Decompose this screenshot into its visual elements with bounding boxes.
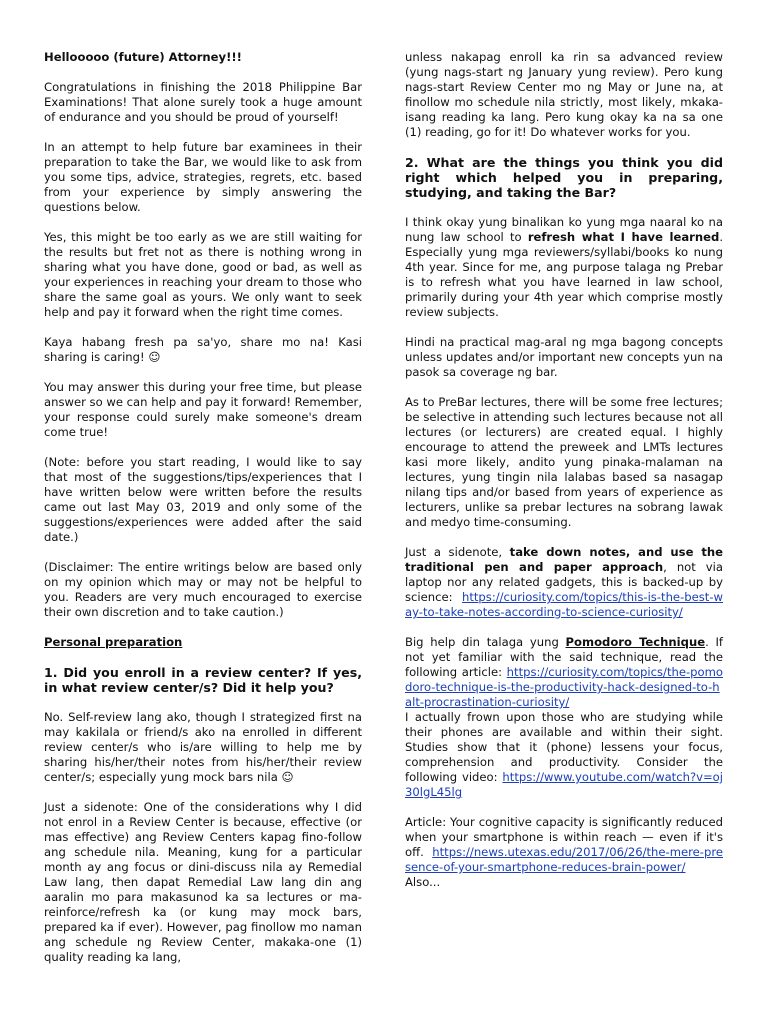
pomodoro-emphasis: Pomodoro Technique bbox=[565, 635, 706, 649]
notes-link[interactable]: https://curiosity.com/topics/this-is-the-best-way-to-take-notes-according-to-science-curiosity/ bbox=[405, 590, 723, 619]
section-title: Personal preparation bbox=[44, 635, 183, 649]
pomodoro-text-end: . If not yet familiar with the said technique, read the following article: bbox=[405, 635, 723, 679]
congrats-paragraph: Congratulations in finishing the 2018 Philippine Bar Examinations! That alone surely took a huge amount of endurance and you should be proud of yourself! bbox=[44, 80, 362, 124]
answer-paragraph: You may answer this during your free time, but please answer so we can help and pay it forward! Remember, your response could surely make someone's dream come true! bbox=[44, 380, 363, 439]
question-2: 2. What are the things you think you did right which helped you in preparing, studying, and taking the Bar? bbox=[405, 155, 723, 200]
notes-text-end: , not via laptop nor any related gadgets, this is backed-up by science: bbox=[405, 560, 723, 604]
pomodoro-link[interactable]: https://curiosity.com/topics/the-pomodoro-technique-is-the-productivity-hack-designed-to-halt-procrastination-curiosity/ bbox=[405, 665, 723, 709]
article-link[interactable]: https://news.utexas.edu/2017/06/26/the-mere-presence-of-your-smartphone-reduces-brain-power/ bbox=[405, 845, 723, 874]
frown-paragraph bbox=[405, 710, 723, 800]
answer-2-text-end: . Especially yung mga reviewers/syllabi/books ko nung 4th year. Since for me, ang purpose talaga ng Prebar is to refresh what you have learned in law school, primarily during your 4th year which comprise mostly review subjects. bbox=[405, 230, 723, 319]
pomodoro-paragraph bbox=[405, 635, 723, 710]
pomodoro-text: Big help din talaga yung bbox=[405, 635, 566, 649]
sidenote-paragraph: Just a sidenote: One of the considerations why I did not enrol in a Review Center is because, effective (or mas effective) ang Review Centers kapag fino-follow ang schedule nila. Meaning, kung for a particular month ay ang focus or dini-discuss nila ay Remedial Law lang, then dapat Remedial Law lang din ang aaralin mo para makasunod ka sa lectures or ma-reinforce/refresh ka (or kung may mock bars, prepared ka if ever). However, pag finollow mo naman ang schedule ng Review Center, makaka-one (1) quality reading ka lang, bbox=[44, 800, 362, 964]
kaya-paragraph: Kaya habang fresh pa sa'yo, share mo na! Kasi sharing is caring! ☺ bbox=[44, 335, 362, 364]
answer-2-text: I think okay yung binalikan ko yung mga naaral ko na nung law school to bbox=[405, 215, 723, 244]
note-paragraph: (Note: before you start reading, I would like to say that most of the suggestions/tips/experiences that I have written below were written before the results came out last May 03, 2019 and only some of the suggestions/experiences were added after the said date.) bbox=[44, 455, 362, 544]
answer-1: No. Self-review lang ako, though I strategized first na may kakilala or friend/s ako na enrolled in different review center/s who is/are willing to help me by sharing his/her/their notes from his/her/their review center/s; especially yung mock bars nila ☺ bbox=[44, 710, 362, 784]
left-column bbox=[44, 50, 362, 980]
answer-2 bbox=[405, 215, 723, 320]
greeting-heading: Hellooooo (future) Attorney!!! bbox=[44, 50, 242, 64]
question-1: 1. Did you enroll in a review center? If yes, in what review center/s? Did it help you? bbox=[44, 665, 362, 695]
prebar-paragraph: As to PreBar lectures, there will be some free lectures; be selective in attending such lectures because not all lectures (or lecturers) are created equal. I highly encourage to attend the preweek and LMTs lectures kasi more likely, andito yung pinaka-malaman na lectures, yung tingin nila lalabas based sa nasagap nilang tips and/or based from years of experience as lecturers, unlike sa prebar lectures na sobrang lawak and medyo time-consuming. bbox=[405, 395, 723, 529]
disclaimer-paragraph: (Disclaimer: The entire writings below are based only on my opinion which may or may not be helpful to you. Readers are very much encouraged to exercise their own discretion and to take caution.) bbox=[44, 560, 362, 619]
right-column bbox=[405, 50, 723, 905]
early-paragraph: Yes, this might be too early as we are still waiting for the results but fret not as there is nothing wrong in sharing what you have done, good or bad, as well as your experiences in reaching your dream to those who share the same goal as yours. We only want to seek help and pay it forward when the right time comes. bbox=[44, 230, 363, 319]
article-text: Article: Your cognitive capacity is significantly reduced when your smartphone is within reach — even if it's off. bbox=[405, 815, 723, 859]
also-text: Also... bbox=[405, 875, 441, 889]
article-paragraph bbox=[405, 815, 723, 875]
frown-text: I actually frown upon those who are studying while their phones are available and within their sight. Studies show that it (phone) lessens your focus, comprehension and productivity. Consider the following video: bbox=[405, 710, 723, 784]
hindi-paragraph: Hindi na practical mag-aral ng mga bagong concepts unless updates and/or important new concepts yun na pasok sa coverage ng bar. bbox=[405, 335, 723, 379]
notes-paragraph bbox=[405, 545, 723, 620]
answer-2-emphasis: refresh what I have learned bbox=[527, 230, 720, 244]
video-link[interactable]: https://www.youtube.com/watch?v=oj30lgL45lg bbox=[405, 770, 723, 799]
notes-emphasis: take down notes, and use the traditional pen and paper approach bbox=[405, 545, 723, 574]
attempt-paragraph: In an attempt to help future bar examinees in their preparation to take the Bar, we would like to ask from you some tips, advice, strategies, regrets, etc. based from your experience by simply answering the questions below. bbox=[44, 140, 362, 214]
continued-paragraph: unless nakapag enroll ka rin sa advanced review (yung nags-start ng January yung review). Pero kung nags-start Review Center mo ng May or June na, at finollow mo schedule nila strictly, most likely, mkaka-isang reading ka lang. Pero kung okay ka na sa one (1) reading, go for it! Do whatever works for you. bbox=[405, 50, 723, 139]
notes-text: Just a sidenote, bbox=[405, 545, 510, 559]
